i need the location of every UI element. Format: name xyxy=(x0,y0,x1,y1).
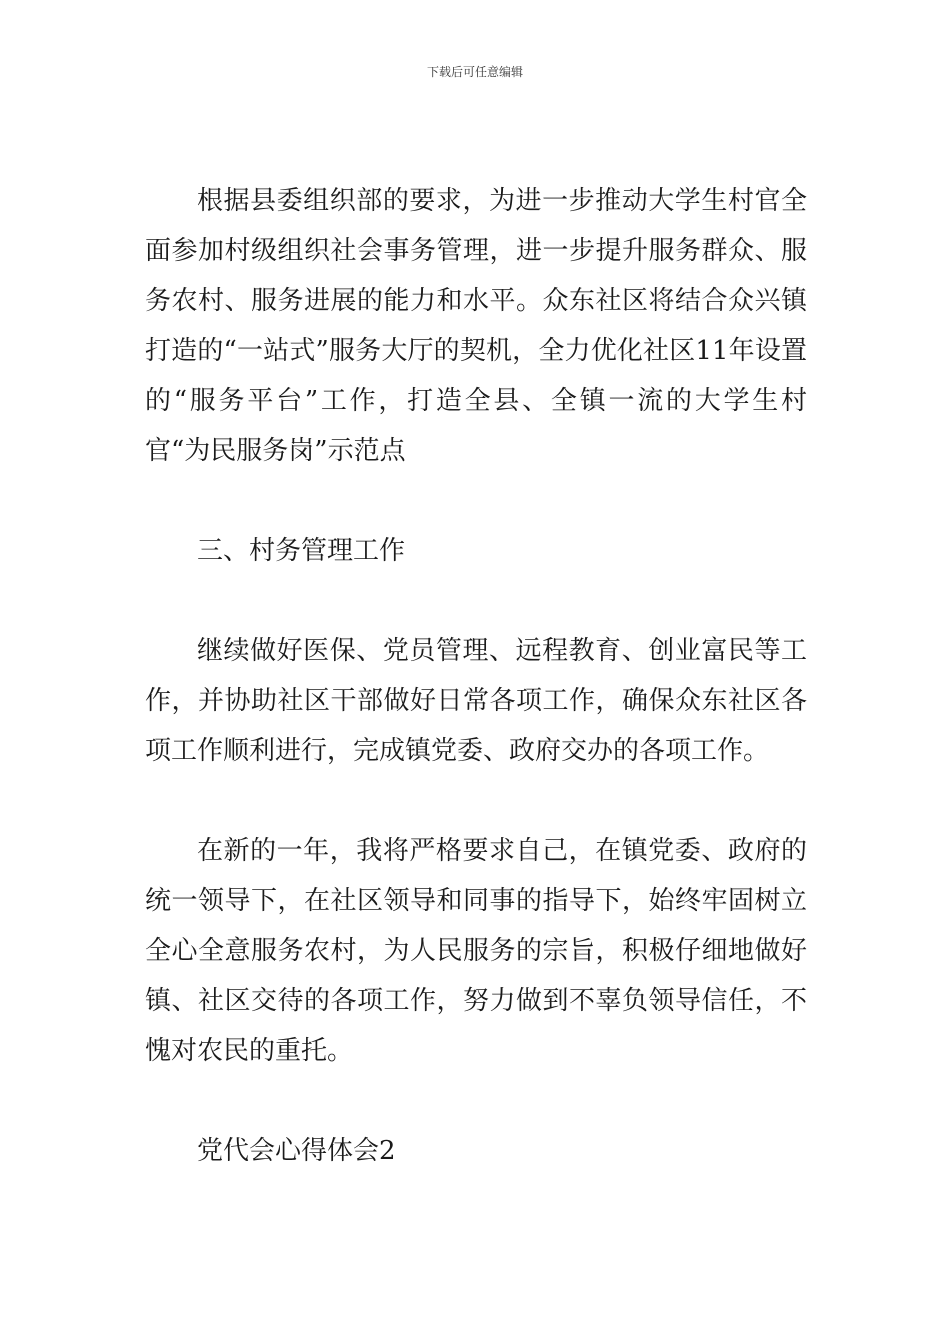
section-heading-congress-reflection: 党代会心得体会2 xyxy=(197,1136,396,1166)
paragraph-village-affairs: 继续做好医保、党员管理、远程教育、创业富民等工作，并协助社区干部做好日常各项工作，确保众东社区各项工作顺利进行，完成镇党委、政府交办的各项工作。 xyxy=(145,636,807,766)
document-body xyxy=(145,176,807,1226)
paragraph-new-year: 在新的一年，我将严格要求自己，在镇党委、政府的统一领导下，在社区领导和同事的指导下，始终牢固树立全心全意服务农村，为人民服务的宗旨，积极仔细地做好镇、社区交待的各项工作，努力做到不辜负领导信任，不愧对农民的重托。 xyxy=(145,836,807,1066)
paragraph-service-platform: 根据县委组织部的要求，为进一步推动大学生村官全面参加村级组织社会事务管理，进一步提升服务群众、服务农村、服务进展的能力和水平。众东社区将结合众兴镇打造的“一站式”服务大厅的契机，全力优化社区11年设置的“服务平台”工作，打造全县、全镇一流的大学生村官“为民服务岗”示范点 xyxy=(145,186,807,466)
page-header: 下载后可任意编辑 xyxy=(426,65,523,79)
section-heading-village-affairs: 三、村务管理工作 xyxy=(197,536,406,566)
